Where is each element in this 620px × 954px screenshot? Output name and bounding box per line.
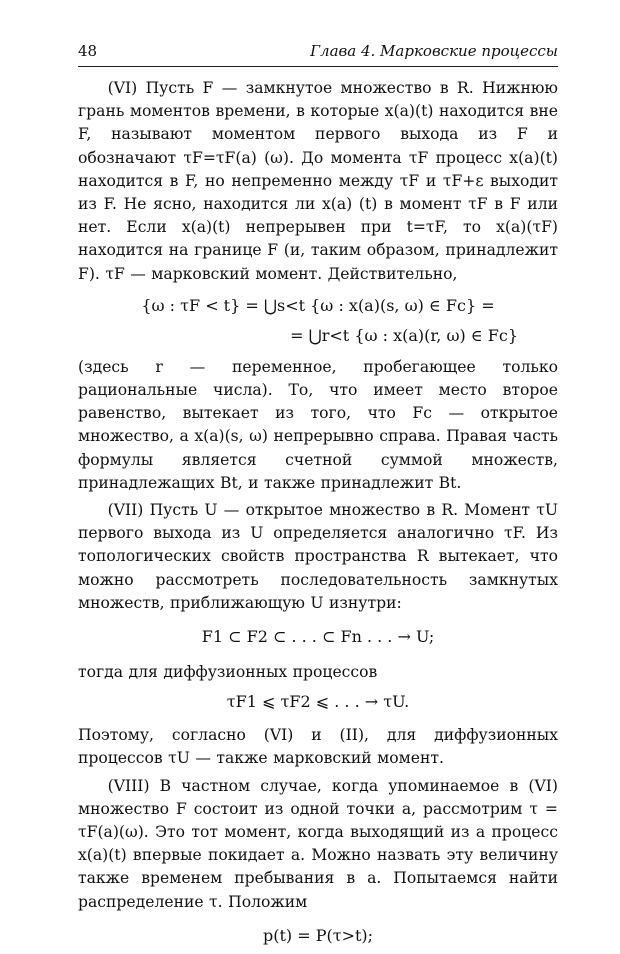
paragraph-vii: (VII) Пусть U — открытое множество в R. Момент τU первого выхода из U определяется аналогично τF. Из топологических свойств пространства R вытекает, что можно рассмотреть последовательность замкнутых множеств, приближающую U изнутри:: [78, 501, 558, 612]
formula-5: p(t) = P(τ>t);: [262, 925, 374, 945]
formula-3: F1 ⊂ F2 ⊂ . . . ⊂ Fn . . . → U;: [201, 627, 435, 647]
paragraph-viii: (VIII) В частном случае, когда упоминаемое в (VI) множество F состоит из одной точки a, рассмотрим τ = τF(a)(ω). Это тот момент, когда выходящий из a процесс x(a)(t) впервые покидает a. Можно назвать эту величину также временем пребывания в a. Попытаемся найти распределение τ. Положим: [78, 776, 558, 911]
paragraph-vii-end: Поэтому, согласно (VI) и (II), для диффузионных процессов τU — также марковский момент.: [78, 726, 558, 768]
page: [78, 40, 558, 954]
page-number: 48: [78, 42, 98, 60]
running-header: [78, 40, 558, 67]
formula-2: = ⋃r<t {ω : x(a)(r, ω) ∈ Fc}: [290, 325, 518, 345]
paragraph-vi-continued: (здесь r — переменное, пробегающее только рациональные числа). То, что имеет место второе равенство, вытекает из того, что Fc — открытое множество, а x(a)(s, ω) непрерывно справа. Правая часть формулы является счетной суммой множеств, принадлежащих Bt, и также принадлежит Bt.: [78, 357, 558, 492]
chapter-title: Глава 4. Марковские процессы: [310, 42, 558, 60]
paragraph-vi: (VI) Пусть F — замкнутое множество в R. Нижнюю грань моментов времени, в которые x(a)(t) находится вне F, называют моментом первого выхода из F и обозначают τF=τF(a) (ω). До момента τF процесс x(a)(t) находится в F, но непременно между τF и τF+ε выходит из F. Не ясно, находится ли x(a) (t) в момент τF в F или нет. Если x(a)(t) непрерывен при t=τF, то x(a)(τF) находится на границе F (и, таким образом, принадлежит F). τF — марковский момент. Действительно,: [78, 79, 558, 283]
formula-1: {ω : τF < t} = ⋃s<t {ω : x(a)(s, ω) ∈ Fc} =: [141, 295, 495, 315]
paragraph-vii-continued: тогда для диффузионных процессов: [78, 663, 378, 682]
formula-4: τF1 ⩽ τF2 ⩽ . . . → τU.: [226, 692, 410, 712]
